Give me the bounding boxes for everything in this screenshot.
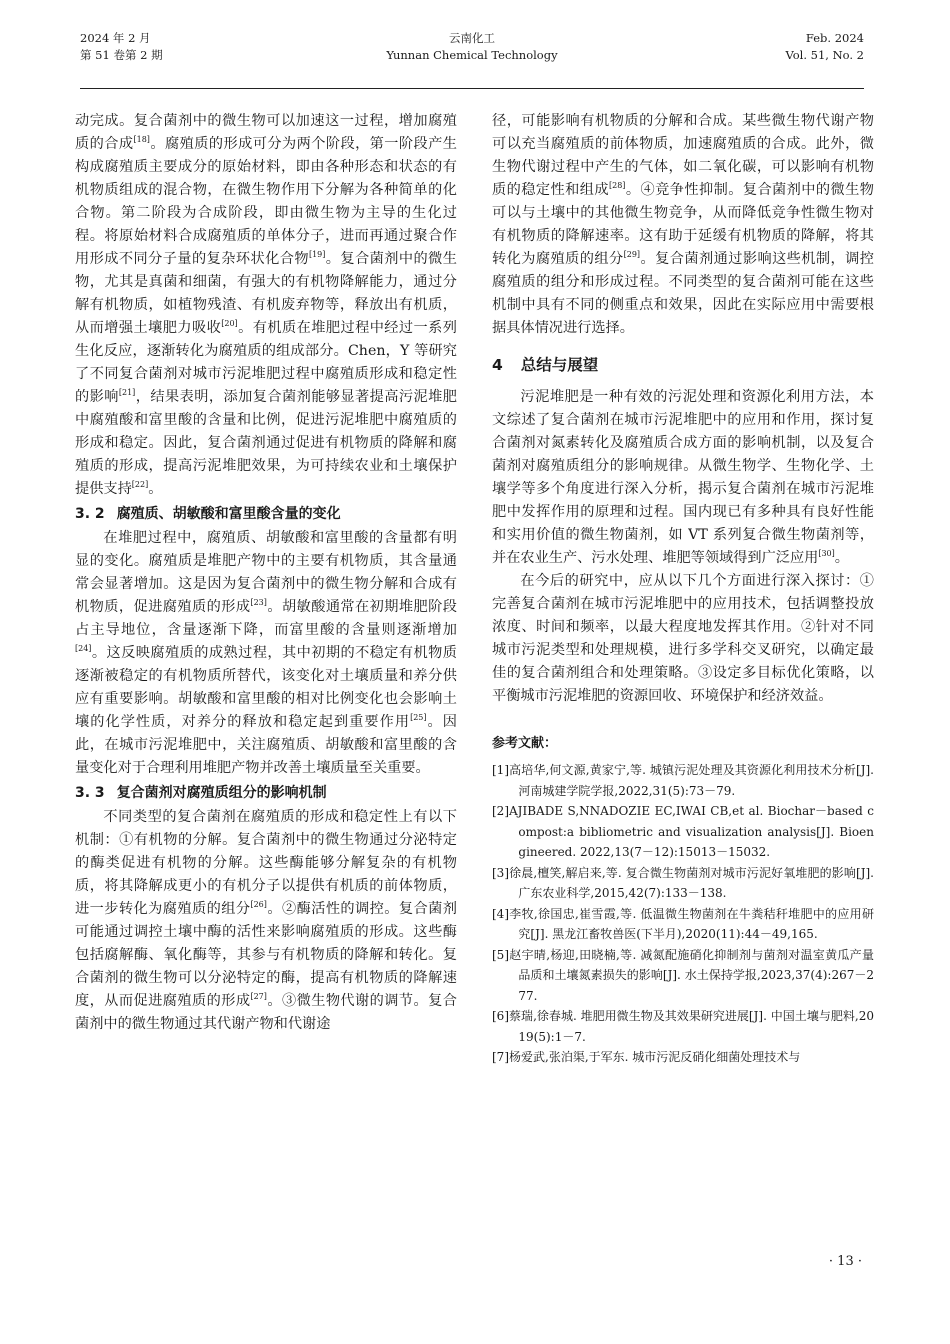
citation: [21] — [118, 388, 136, 397]
paragraph: 污泥堆肥是一种有效的污泥处理和资源化利用方法，本文综述了复合菌剂在城市污泥堆肥中的应用和作用，探讨复合菌剂对氮素转化及腐殖质合成方面的影响机制，以及复合菌剂对腐殖质组分的影响规律。从微生物学、生物化学、土壤学等多个角度进行深入分析，揭示复合菌剂在城市污泥堆肥中发挥作用的原理和过程。国内现已有多种具有良好性能和实用价值的微生物菌剂，如 VT 系列复合微生物菌剂等，并在农业生产、污水处理、堆肥等领域得到广泛应用[30]。 — [492, 389, 874, 566]
section-heading-3-3: 3. 3 复合菌剂对腐殖质组分的影响机制 — [75, 785, 327, 801]
header-date-en: Feb. 2024 — [805, 31, 864, 45]
section-heading-3-2: 3. 2 腐殖质、胡敏酸和富里酸含量的变化 — [75, 506, 341, 522]
right-column — [492, 110, 874, 1068]
journal-name — [80, 30, 864, 64]
citation: [30] — [818, 549, 835, 558]
header-volume-cn: 第 51 卷第 2 期 — [80, 48, 163, 62]
journal-name-en: Yunnan Chemical Technology — [386, 48, 558, 62]
citation: [29] — [623, 250, 641, 259]
journal-name-cn: 云南化工 — [449, 31, 495, 45]
citation: [26] — [250, 900, 267, 909]
citation: [28] — [608, 181, 626, 190]
paragraph: 径，可能影响有机物质的分解和合成。某些微生物代谢产物可以充当腐殖质的前体物质，加速腐殖质的合成。此外，微生物代谢过程中产生的气体，如二氧化碳，可以影响有机物质的稳定性和组成[28]。④竞争性抑制。复合菌剂中的微生物可以与土壤中的其他微生物竞争，从而降低竞争性微生物对有机物质的降解速率。这有助于延缓有机物质的降解，将其转化为腐殖质的组分[29]。复合菌剂通过影响这些机制，调控腐殖质的组分和形成过程。不同类型的复合菌剂可能在这些机制中具有不同的侧重点和效果，因此在实际应用中需要根据具体情况进行选择。 — [492, 113, 874, 336]
header-divider — [80, 88, 864, 89]
citation: [19] — [308, 250, 326, 259]
page-number: · 13 · — [828, 1254, 862, 1269]
reference-item: [6]蔡瑞,徐春城. 堆肥用微生物及其效果研究进展[J]. 中国土壤与肥料,2019(5):1－7. — [492, 1009, 874, 1044]
references-heading: 参考文献： — [492, 736, 558, 751]
citation: [23] — [250, 598, 267, 607]
left-column — [75, 110, 457, 1036]
paragraph: 在今后的研究中，应从以下几个方面进行深入探讨：①完善复合菌剂在城市污泥堆肥中的应用技术，包括调整投放浓度、时间和频率，以最大程度地发挥其作用。②针对不同城市污泥类型和处理规模，进行多学科交叉研究，以确定最佳的复合菌剂组合和处理策略。③设定多目标优化策略，以平衡城市污泥堆肥的资源回收、环境保护和经济效益。 — [492, 573, 874, 704]
journal-date-issue-en — [785, 30, 864, 64]
paragraph: 在堆肥过程中，腐殖质、胡敏酸和富里酸的含量都有明显的变化。腐殖质是堆肥产物中的主要有机物质，其含量通常会显著增加。这是因为复合菌剂中的微生物分解和合成有机物质，促进腐殖质的形成[23]。胡敏酸通常在初期堆肥阶段占主导地位，含量逐渐下降，而富里酸的含量则逐渐增加[24]。这反映腐殖质的成熟过程，其中初期的不稳定有机物质逐渐被稳定的有机物质所替代，该变化对土壤质量和养分供应有重要影响。胡敏酸和富里酸的相对比例变化也会影响土壤的化学性质，对养分的释放和稳定起到重要作用[25]。因此，在城市污泥堆肥中，关注腐殖质、胡敏酸和富里酸的含量变化对于合理利用堆肥产物并改善土壤质量至关重要。 — [75, 530, 457, 776]
reference-list — [492, 760, 874, 1068]
paragraph: 动完成。复合菌剂中的微生物可以加速这一过程，增加腐殖质的合成[18]。腐殖质的形成可分为两个阶段，第一阶段产生构成腐殖质主要成分的原始材料，即由各种形态和状态的有机物质组成的混合物，在微生物作用下分解为各种简单的化合物。第二阶段为合成阶段，即由微生物为主导的生化过程。将原始材料合成腐殖质的单体分子，进而再通过聚合作用形成不同分子量的复杂环状化合物[19]。复合菌剂中的微生物，尤其是真菌和细菌，有强大的有机物降解能力，通过分解有机物质，如植物残渣、有机废弃物等，释放出有机质，从而增强土壤肥力吸收[20]。有机质在堆肥过程中经过一系列生化反应，逐渐转化为腐殖质的组成部分。Chen，Y 等研究了不同复合菌剂对城市污泥堆肥过程中腐殖质形成和稳定性的影响[21]，结果表明，添加复合菌剂能够显著提高污泥堆肥中腐殖酸和富里酸的含量和比例，促进污泥堆肥中腐殖质的形成和稳定。因此，复合菌剂通过促进有机物质的降解和腐殖质的形成，提高污泥堆肥效果，为可持续农业和土壤保护提供支持[22]。 — [75, 113, 457, 497]
citation: [24] — [75, 644, 92, 653]
citation: [20] — [221, 319, 238, 328]
citation: [18] — [133, 135, 150, 144]
reference-item: [3]徐晨,檀笑,解启来,等. 复合微生物菌剂对城市污泥好氧堆肥的影响[J]. 广东农业科学,2015,42(7):133－138. — [492, 865, 874, 900]
reference-item: [1]高培华,何文源,黄家宁,等. 城镇污泥处理及其资源化利用技术分析[J]. 河南城建学院学报,2022,31(5):73－79. — [492, 763, 874, 798]
header-date: 2024 年 2 月 — [80, 31, 151, 45]
citation: [25] — [410, 713, 427, 722]
citation: [27] — [250, 992, 267, 1001]
reference-item: [4]李牧,徐国忠,崔雪霞,等. 低温微生物菌剂在牛粪秸秆堆肥中的应用研究[J]. 黑龙江畜牧兽医(下半月),2020(11):44－49,165. — [492, 906, 874, 941]
reference-item: [2]AJIBADE S,NNADOZIE EC,IWAI CB,et al. Biochar－based compost:a bibliometric and visualization analysis[J]. Bioengineered. 2022,13(7－12):15013－15032. — [492, 804, 874, 859]
reference-item: [7]杨爱武,张泊渠,于军东. 城市污泥反硝化细菌处理技术与 — [492, 1050, 801, 1064]
section-heading-4: 4 总结与展望 — [492, 356, 599, 374]
page-header — [80, 30, 864, 68]
reference-item: [5]赵宇晴,杨迎,田晓楠,等. 减氮配施硝化抑制剂与菌剂对温室黄瓜产量品质和土壤氮素损失的影响[J]. 水土保持学报,2023,37(4):267－277. — [492, 947, 874, 1003]
citation: [22] — [131, 480, 149, 489]
header-volume-en: Vol. 51, No. 2 — [785, 48, 864, 62]
paragraph: 不同类型的复合菌剂在腐殖质的形成和稳定性上有以下机制：①有机物的分解。复合菌剂中的微生物通过分泌特定的酶类促进有机物的分解。这些酶能够分解复杂的有机物质，将其降解成更小的有机分子以提供有机质的前体物质，进一步转化为腐殖质的组分[26]。②酶活性的调控。复合菌剂可能通过调控土壤中酶的活性来影响腐殖质的形成。这些酶包括腐解酶、氧化酶等，其参与有机物质的降解和转化。复合菌剂的微生物可以分泌特定的酶，提高有机物质的降解速度，从而促进腐殖质的形成[27]。③微生物代谢的调节。复合菌剂中的微生物通过其代谢产物和代谢途 — [75, 809, 457, 1032]
